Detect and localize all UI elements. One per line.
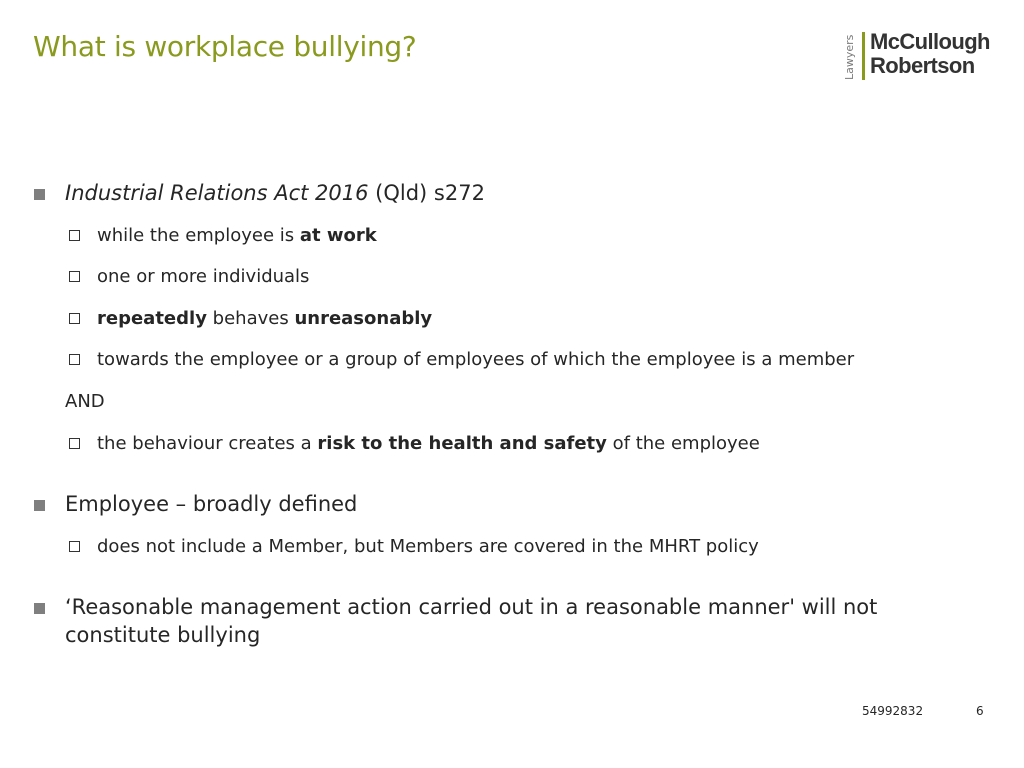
bullet-text: Employee – broadly defined	[65, 492, 358, 516]
sub-bold: risk to the health and safety	[317, 433, 607, 454]
act-name: Industrial Relations Act 2016	[65, 181, 369, 205]
bullet-employee	[65, 490, 965, 518]
logo-lawyers-text: Lawyers	[843, 34, 856, 80]
sub-text: one or more individuals	[97, 266, 310, 287]
sub-bullet-individuals	[97, 265, 309, 289]
footer-document-id: 54992832	[862, 704, 924, 718]
sub-bold: at work	[299, 225, 377, 246]
bullet-text: ‘Reasonable management action carried out in a reasonable manner' will not constitute bullying	[65, 595, 878, 647]
sub-bold: unreasonably	[294, 308, 433, 329]
bullet-reasonable-management	[65, 593, 945, 649]
checkbox-bullet-icon	[69, 271, 80, 282]
checkbox-bullet-icon	[69, 230, 80, 241]
sub-bullet-risk	[97, 432, 760, 456]
checkbox-bullet-icon	[69, 354, 80, 365]
sub-text: the behaviour creates a	[97, 433, 318, 454]
sub-text: of the employee	[606, 433, 760, 454]
sub-bullet-member	[97, 535, 759, 559]
square-bullet-icon	[34, 603, 45, 614]
checkbox-bullet-icon	[69, 541, 80, 552]
sub-bullet-repeatedly	[97, 307, 432, 331]
sub-bold: repeatedly	[97, 308, 207, 329]
slide-title: What is workplace bullying?	[33, 30, 417, 63]
and-label: AND	[65, 391, 105, 412]
logo-line-2: Robertson	[870, 53, 975, 78]
square-bullet-icon	[34, 189, 45, 200]
sub-bullet-towards	[97, 348, 854, 372]
logo-line-1: McCullough	[870, 29, 990, 54]
checkbox-bullet-icon	[69, 313, 80, 324]
sub-bullet-at-work	[97, 224, 377, 248]
logo-accent-bar	[862, 32, 865, 80]
sub-text: behaves	[206, 308, 295, 329]
logo-firm-name	[870, 30, 990, 78]
act-suffix: (Qld) s272	[368, 181, 485, 205]
bullet-act	[65, 179, 965, 207]
sub-text: while the employee is	[97, 225, 300, 246]
footer-page-number: 6	[976, 704, 984, 718]
square-bullet-icon	[34, 500, 45, 511]
sub-text: does not include a Member, but Members are covered in the MHRT policy	[97, 536, 759, 557]
sub-text: towards the employee or a group of employees of which the employee is a member	[97, 349, 855, 370]
checkbox-bullet-icon	[69, 438, 80, 449]
